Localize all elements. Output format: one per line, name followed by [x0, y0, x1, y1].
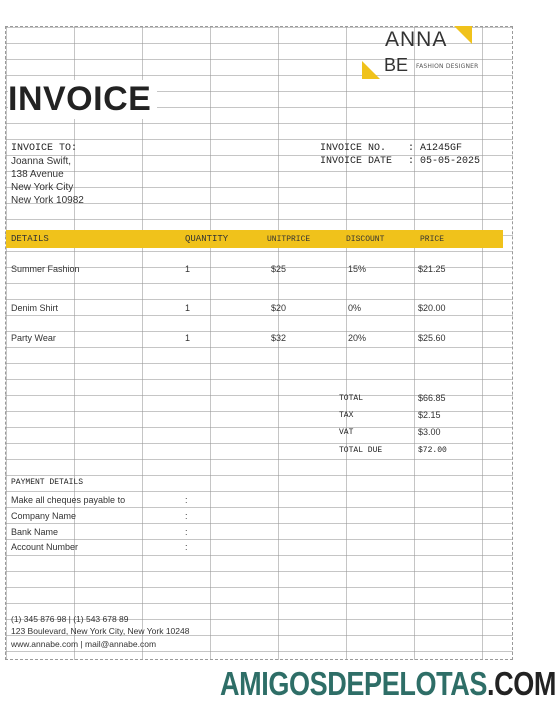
page-title: INVOICE: [8, 80, 157, 119]
row-details: Party Wear: [11, 333, 56, 343]
row-quantity: 1: [185, 333, 191, 343]
invoice-number-label: INVOICE NO.: [320, 143, 387, 154]
row-price: $21.25: [418, 264, 446, 274]
bill-to-line: 138 Avenue: [11, 169, 64, 180]
column-header-details: DETAILS: [11, 234, 49, 244]
bill-to-line: New York 10982: [11, 195, 84, 206]
logo-triangle-bottom: [362, 61, 380, 79]
column-header-unitprice: UNITPRICE: [267, 235, 311, 244]
invoice-date-value: : 05-05-2025: [408, 156, 481, 167]
footer-phones: (1) 345 876 98 | (1) 543 678 89: [11, 614, 129, 624]
invoice-to-label: INVOICE TO:: [11, 143, 78, 154]
vat-label: VAT: [339, 428, 354, 437]
tax-value: $2.15: [418, 410, 441, 420]
tax-label: TAX: [339, 411, 354, 420]
row-discount: 20%: [348, 333, 367, 343]
row-quantity: 1: [185, 264, 191, 274]
logo-tagline: FASHION DESIGNER: [416, 63, 479, 70]
payment-row-label: Bank Name: [11, 527, 59, 537]
footer-address: 123 Boulevard, New York City, New York 10248: [11, 626, 190, 636]
payment-row-value: :: [185, 495, 188, 505]
payment-row-label: Company Name: [11, 511, 77, 521]
row-discount: 15%: [348, 264, 367, 274]
invoice-sheet: [5, 26, 513, 660]
bill-to-line: New York City: [11, 182, 74, 193]
row-price: $25.60: [418, 333, 446, 343]
logo-text-anna: ANNA: [385, 28, 448, 51]
row-details: Summer Fashion: [11, 264, 80, 274]
total-due-label: TOTAL DUE: [339, 446, 383, 455]
invoice-number-value: : A1245GF: [408, 143, 463, 154]
watermark-brand: [220, 665, 556, 703]
row-unit-price: $32: [271, 333, 287, 343]
footer-web: www.annabe.com | mail@annabe.com: [11, 639, 157, 649]
total-label: TOTAL: [339, 394, 364, 403]
invoice-date-label: INVOICE DATE: [320, 156, 393, 167]
row-unit-price: $25: [271, 264, 287, 274]
payment-row-value: :: [185, 527, 188, 537]
row-discount: 0%: [348, 303, 362, 313]
payment-row-label: Make all cheques payable to: [11, 495, 126, 505]
vat-value: $3.00: [418, 427, 441, 437]
row-details: Denim Shirt: [11, 303, 59, 313]
payment-row-label: Account Number: [11, 542, 79, 552]
logo-text-be: BE: [384, 55, 409, 75]
total-due-value: $72.00: [418, 446, 447, 455]
payment-row-value: :: [185, 511, 188, 521]
column-header-quantity: QUANTITY: [185, 234, 229, 244]
row-unit-price: $20: [271, 303, 287, 313]
payment-row-value: :: [185, 542, 188, 552]
bill-to-line: Joanna Swift,: [11, 156, 72, 167]
row-price: $20.00: [418, 303, 446, 313]
total-value: $66.85: [418, 393, 446, 403]
row-quantity: 1: [185, 303, 191, 313]
column-header-price: PRICE: [420, 235, 445, 244]
watermark-main: AMIGOSDEPELOTAS: [220, 665, 487, 702]
logo-triangle-top: [454, 26, 472, 44]
payment-details-label: PAYMENT DETAILS: [11, 478, 84, 487]
watermark-suffix: .COM: [486, 665, 556, 702]
column-header-discount: DISCOUNT: [346, 235, 385, 244]
